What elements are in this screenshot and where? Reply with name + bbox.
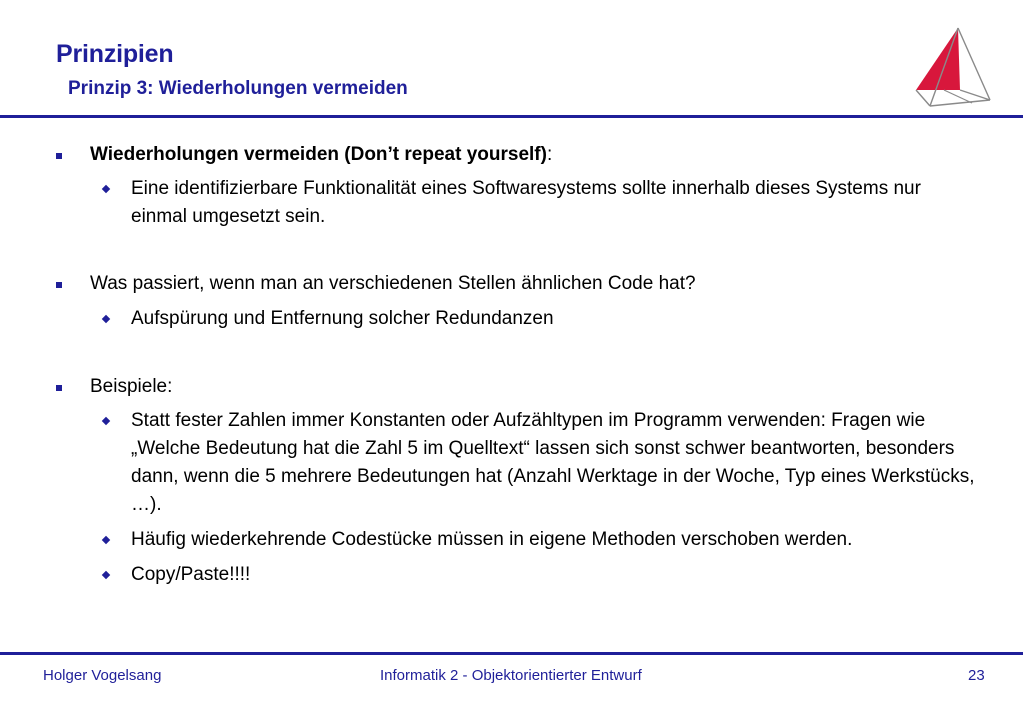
subbullet-constants-text: Statt fester Zahlen immer Konstanten oder Aufzähltypen im Programm verwenden: Fragen wie „Welche Bedeutung hat die Zahl 5 im Quelltext“ lassen sich sonst schwer beantworten, besonders dann, wenn die 5 mehrere Bedeutungen hat (Anzahl Werktage in der Woche, Typ eines Werkstücks, …). bbox=[131, 410, 975, 515]
subbullet-copy-paste-text: Copy/Paste!!!! bbox=[131, 564, 251, 585]
slide-subtitle: Prinzip 3: Wiederholungen vermeiden bbox=[68, 78, 408, 99]
page-number: 23 bbox=[968, 667, 985, 684]
subbullet-redundancy-text: Aufspürung und Entfernung solcher Redundanzen bbox=[131, 308, 554, 329]
footer-author: Holger Vogelsang bbox=[43, 667, 162, 684]
sail-logo-icon bbox=[914, 24, 994, 112]
bullet-dry-colon: : bbox=[546, 144, 553, 165]
subbullet-functionality-text: Eine identifizierbare Funktionalität eines Softwaresystems sollte innerhalb dieses Systems nur einmal umgesetzt sein. bbox=[131, 178, 921, 227]
subbullet-methods-text: Häufig wiederkehrende Codestücke müssen in eigene Methoden verschoben werden. bbox=[131, 529, 853, 550]
header-divider bbox=[0, 115, 1023, 118]
bullet-dry-bold: Wiederholungen vermeiden (Don’t repeat yourself) bbox=[90, 144, 547, 165]
square-bullet-icon bbox=[56, 385, 62, 391]
bullet-dry bbox=[90, 141, 552, 169]
subbullet-constants bbox=[131, 407, 981, 519]
slide-title: Prinzipien bbox=[56, 40, 174, 68]
square-bullet-icon bbox=[56, 282, 62, 288]
diamond-bullet-icon bbox=[102, 315, 110, 323]
footer-course: Informatik 2 - Objektorientierter Entwurf bbox=[380, 667, 642, 684]
footer-divider bbox=[0, 652, 1023, 655]
diamond-bullet-icon bbox=[102, 185, 110, 193]
diamond-bullet-icon bbox=[102, 571, 110, 579]
diamond-bullet-icon bbox=[102, 417, 110, 425]
subbullet-redundancy bbox=[131, 305, 981, 333]
square-bullet-icon bbox=[56, 153, 62, 159]
bullet-similar-code-text: Was passiert, wenn man an verschiedenen Stellen ähnlichen Code hat? bbox=[90, 273, 696, 294]
bullet-similar-code bbox=[90, 270, 696, 298]
bullet-examples bbox=[90, 373, 172, 401]
subbullet-copy-paste bbox=[131, 561, 981, 589]
diamond-bullet-icon bbox=[102, 536, 110, 544]
bullet-examples-text: Beispiele: bbox=[90, 376, 173, 397]
subbullet-functionality bbox=[131, 175, 981, 231]
subbullet-methods bbox=[131, 526, 981, 554]
